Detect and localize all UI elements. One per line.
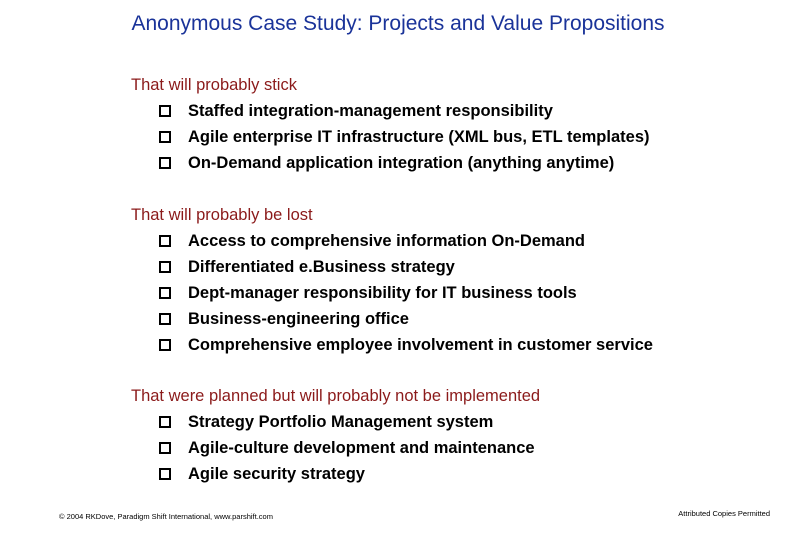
list-item-label: Business-engineering office xyxy=(188,310,409,328)
checkbox-square-icon xyxy=(159,157,171,169)
checkbox-square-icon xyxy=(159,287,171,299)
list-item xyxy=(131,254,653,280)
checkbox-square-icon xyxy=(159,235,171,247)
list-item-label: Strategy Portfolio Management system xyxy=(188,413,494,431)
list-item-label: Dept-manager responsibility for IT business tools xyxy=(188,284,577,302)
section-heading: That will probably be lost xyxy=(131,206,313,224)
list-item xyxy=(131,461,540,487)
list-item xyxy=(131,306,653,332)
footer-copyright: © 2004 RKDove, Paradigm Shift International, www.parshift.com xyxy=(59,512,273,521)
list-item xyxy=(131,435,540,461)
list-item xyxy=(131,150,649,176)
list-item xyxy=(131,228,653,254)
list-item-label: On-Demand application integration (anything anytime) xyxy=(188,154,615,172)
checkbox-square-icon xyxy=(159,105,171,117)
list-item xyxy=(131,98,649,124)
list-item-label: Access to comprehensive information On-Demand xyxy=(188,232,586,250)
section-will-be-lost xyxy=(131,202,653,358)
list-item-label: Agile-culture development and maintenance xyxy=(188,439,535,457)
checkbox-square-icon xyxy=(159,416,171,428)
checkbox-square-icon xyxy=(159,468,171,480)
list-item xyxy=(131,124,649,150)
checkbox-square-icon xyxy=(159,261,171,273)
slide-title: Anonymous Case Study: Projects and Value Propositions xyxy=(131,12,665,35)
footer-attribution: Attributed Copies Permitted xyxy=(678,509,770,518)
list-item-label: Comprehensive employee involvement in customer service xyxy=(188,336,653,354)
checkbox-square-icon xyxy=(159,339,171,351)
list-item-label: Staffed integration-management responsibility xyxy=(188,102,553,120)
list-item xyxy=(131,280,653,306)
list-item-label: Differentiated e.Business strategy xyxy=(188,258,455,276)
section-heading: That were planned but will probably not be implemented xyxy=(131,387,541,405)
list-item-label: Agile security strategy xyxy=(188,465,365,483)
section-not-implemented xyxy=(131,383,540,487)
section-will-stick xyxy=(131,72,649,176)
list-item xyxy=(131,409,540,435)
checkbox-square-icon xyxy=(159,313,171,325)
checkbox-square-icon xyxy=(159,442,171,454)
checkbox-square-icon xyxy=(159,131,171,143)
section-heading: That will probably stick xyxy=(131,76,297,94)
list-item xyxy=(131,332,653,358)
list-item-label: Agile enterprise IT infrastructure (XML bus, ETL templates) xyxy=(188,128,650,146)
